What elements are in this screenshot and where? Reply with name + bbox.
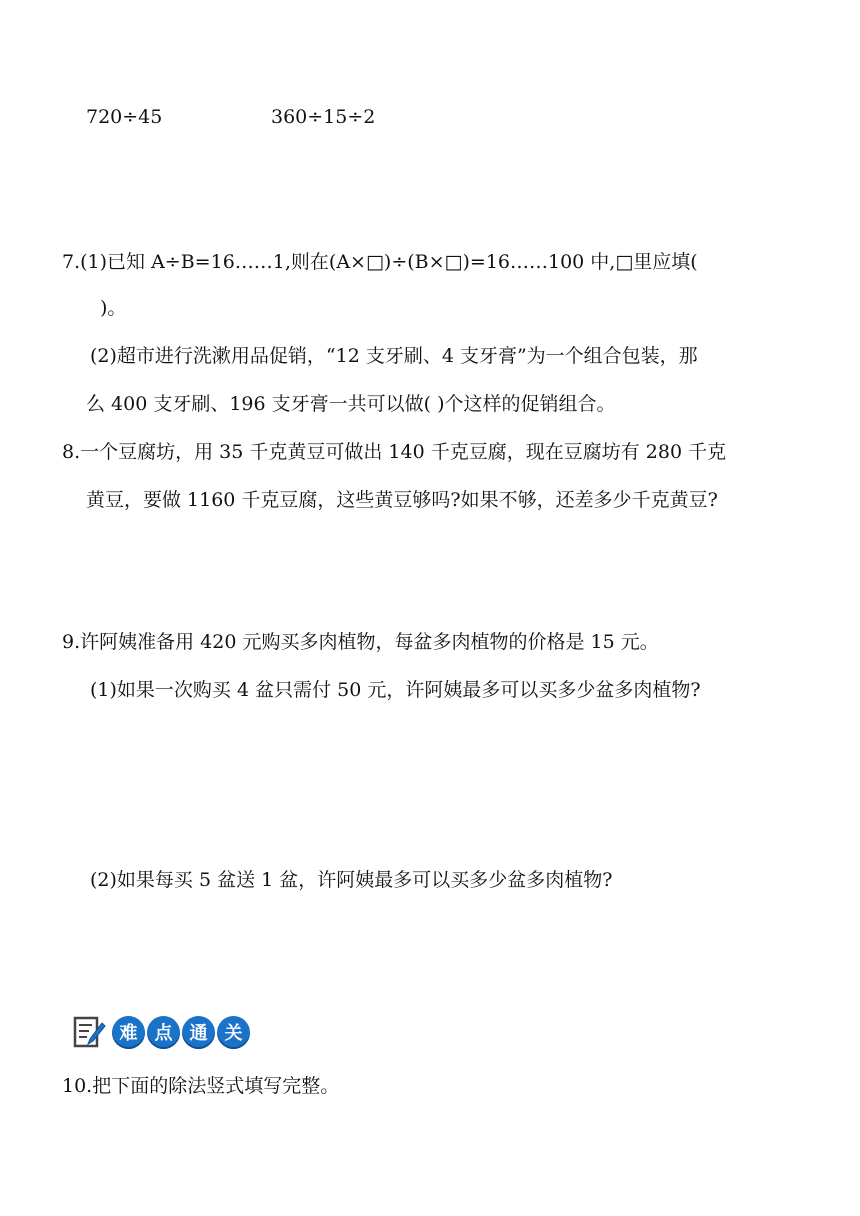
q10-stem: 10.把下面的除法竖式填写完整。 [62, 1075, 340, 1097]
q8-line2: 黄豆，要做 1160 千克豆腐，这些黄豆够吗?如果不够，还差多少千克黄豆? [86, 489, 718, 511]
section-char-4: 关 [217, 1016, 250, 1049]
section-char-1: 难 [112, 1016, 145, 1049]
q7-part2-line1: (2)超市进行洗漱用品促销，“12 支牙刷、4 支牙膏”为一个组合包装，那 [90, 345, 698, 367]
calc-expression-2: 360÷15÷2 [271, 106, 376, 128]
section-char-3: 通 [182, 1016, 215, 1049]
q7-part2-line2: 么 400 支牙刷、196 支牙膏一共可以做( )个这样的促销组合。 [86, 393, 616, 415]
section-badge [72, 1014, 250, 1050]
q9-stem: 9.许阿姨准备用 420 元购买多肉植物，每盆多肉植物的价格是 15 元。 [62, 631, 659, 653]
q9-part2: (2)如果每买 5 盆送 1 盆，许阿姨最多可以买多少盆多肉植物? [90, 869, 613, 891]
calc-expression-1: 720÷45 [86, 106, 163, 128]
q7-part1-line2: )。 [100, 297, 127, 319]
q7-part1-line1: 7.(1)已知 A÷B=16……1,则在(A×□)÷(B×□)=16……100 中,□里应填( [62, 251, 698, 273]
section-char-2: 点 [147, 1016, 180, 1049]
q9-part1: (1)如果一次购买 4 盆只需付 50 元，许阿姨最多可以买多少盆多肉植物? [90, 679, 701, 701]
pen-notebook-icon [72, 1015, 106, 1049]
q8-line1: 8.一个豆腐坊，用 35 千克黄豆可做出 140 千克豆腐，现在豆腐坊有 280 千克 [62, 441, 727, 463]
